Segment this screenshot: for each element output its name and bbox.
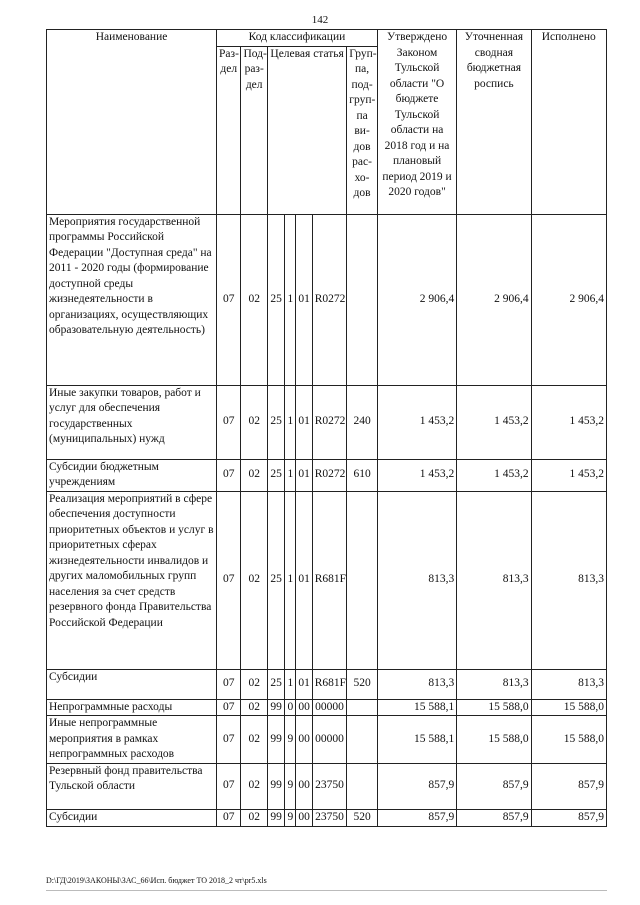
header-refined: Уточненная сводная бюджетная роспись <box>457 30 531 215</box>
cell-t3: 01 <box>296 214 312 385</box>
table-row <box>47 669 607 699</box>
header-code-group: Код классификации <box>217 30 378 47</box>
header-approved: Утверждено Законом Тульской области "О бюджете Тульской области на 2018 год и на плановый период 2019 и 2020 годов" <box>377 30 456 215</box>
table-row <box>47 491 607 669</box>
header-executed: Исполнено <box>531 30 606 215</box>
header-target: Целевая статья <box>267 46 346 214</box>
page-number: 142 <box>311 14 329 26</box>
cell-approved: 857,9 <box>377 763 456 809</box>
header-podrazdel: Под-раз-дел <box>241 46 267 214</box>
cell-name: Субсидии <box>47 669 217 699</box>
cell-t3: 00 <box>296 809 312 826</box>
cell-approved: 15 588,1 <box>377 699 456 716</box>
cell-t1: 25 <box>267 669 284 699</box>
cell-podrazdel: 02 <box>241 491 267 669</box>
cell-podrazdel: 02 <box>241 809 267 826</box>
cell-name: Иные закупки товаров, работ и услуг для обеспечения государственных (муниципальных) нужд <box>47 385 217 459</box>
cell-refined: 813,3 <box>457 491 531 669</box>
cell-executed: 2 906,4 <box>531 214 606 385</box>
cell-t2: 1 <box>285 385 296 459</box>
cell-executed: 813,3 <box>531 669 606 699</box>
table-row <box>47 459 607 491</box>
cell-t1: 99 <box>267 763 284 809</box>
file-path: D:\ГД\2019\ЗАКОНЫ\ЗАС_66\Исп. бюджет ТО 2018_2 чт\pr5.xls <box>46 876 267 885</box>
cell-razdel: 07 <box>217 763 241 809</box>
cell-t3: 00 <box>296 699 312 716</box>
cell-razdel: 07 <box>217 716 241 764</box>
cell-approved: 813,3 <box>377 491 456 669</box>
cell-group <box>347 716 378 764</box>
table-row <box>47 699 607 716</box>
cell-t4: 23750 <box>312 809 347 826</box>
cell-razdel: 07 <box>217 669 241 699</box>
cell-t4: R681F <box>312 491 347 669</box>
cell-razdel: 07 <box>217 699 241 716</box>
cell-name: Мероприятия государственной программы Российской Федерации "Доступная среда" на 2011 - 2020 годы (формирование доступной среды жизнедеятельности в организациях, осуществляющих образовательную деятельность) <box>47 214 217 385</box>
table-row <box>47 214 607 385</box>
cell-t1: 25 <box>267 491 284 669</box>
cell-approved: 2 906,4 <box>377 214 456 385</box>
cell-group <box>347 763 378 809</box>
cell-t2: 1 <box>285 491 296 669</box>
cell-executed: 15 588,0 <box>531 716 606 764</box>
cell-group: 240 <box>347 385 378 459</box>
cell-approved: 813,3 <box>377 669 456 699</box>
cell-group <box>347 699 378 716</box>
header-group: Груп-па, под-груп-па ви-дов рас-хо-дов <box>347 46 378 214</box>
cell-podrazdel: 02 <box>241 459 267 491</box>
cell-group: 610 <box>347 459 378 491</box>
cell-name: Иные непрограммные мероприятия в рамках непрограммных расходов <box>47 716 217 764</box>
cell-executed: 15 588,0 <box>531 699 606 716</box>
cell-t1: 25 <box>267 385 284 459</box>
table-row <box>47 385 607 459</box>
cell-name: Непрограммные расходы <box>47 699 217 716</box>
cell-name: Субсидии бюджетным учреждениям <box>47 459 217 491</box>
cell-razdel: 07 <box>217 385 241 459</box>
cell-approved: 1 453,2 <box>377 459 456 491</box>
cell-t2: 9 <box>285 763 296 809</box>
cell-approved: 857,9 <box>377 809 456 826</box>
cell-name: Субсидии <box>47 809 217 826</box>
cell-refined: 15 588,0 <box>457 716 531 764</box>
cell-executed: 1 453,2 <box>531 385 606 459</box>
cell-refined: 2 906,4 <box>457 214 531 385</box>
cell-podrazdel: 02 <box>241 669 267 699</box>
cell-refined: 857,9 <box>457 763 531 809</box>
cell-refined: 813,3 <box>457 669 531 699</box>
cell-podrazdel: 02 <box>241 716 267 764</box>
budget-table <box>46 29 607 827</box>
cell-refined: 15 588,0 <box>457 699 531 716</box>
cell-podrazdel: 02 <box>241 214 267 385</box>
cell-razdel: 07 <box>217 214 241 385</box>
cell-t2: 9 <box>285 716 296 764</box>
cell-t3: 01 <box>296 669 312 699</box>
cell-t3: 00 <box>296 763 312 809</box>
cell-razdel: 07 <box>217 491 241 669</box>
cell-podrazdel: 02 <box>241 699 267 716</box>
cell-t2: 1 <box>285 459 296 491</box>
cell-t4: R0272 <box>312 214 347 385</box>
cell-executed: 813,3 <box>531 491 606 669</box>
cell-podrazdel: 02 <box>241 385 267 459</box>
cell-group: 520 <box>347 669 378 699</box>
cell-razdel: 07 <box>217 459 241 491</box>
cell-t1: 99 <box>267 716 284 764</box>
cell-t4: 00000 <box>312 699 347 716</box>
bottom-rule <box>46 890 607 891</box>
cell-t1: 25 <box>267 459 284 491</box>
header-razdel: Раз-дел <box>217 46 241 214</box>
cell-podrazdel: 02 <box>241 763 267 809</box>
cell-executed: 1 453,2 <box>531 459 606 491</box>
cell-group <box>347 214 378 385</box>
cell-t4: 23750 <box>312 763 347 809</box>
cell-t1: 99 <box>267 809 284 826</box>
cell-t3: 00 <box>296 716 312 764</box>
cell-t2: 9 <box>285 809 296 826</box>
table-row <box>47 716 607 764</box>
cell-t1: 25 <box>267 214 284 385</box>
cell-refined: 1 453,2 <box>457 459 531 491</box>
cell-t2: 0 <box>285 699 296 716</box>
cell-name: Реализация мероприятий в сфере обеспечения доступности приоритетных объектов и услуг в приоритетных сферах жизнедеятельности инвалидов и других маломобильных групп населения за счет средств резервного фонда Правительства Российской Федерации <box>47 491 217 669</box>
cell-name: Резервный фонд правительства Тульской области <box>47 763 217 809</box>
cell-t4: R0272 <box>312 459 347 491</box>
cell-group: 520 <box>347 809 378 826</box>
table-row <box>47 809 607 826</box>
cell-refined: 1 453,2 <box>457 385 531 459</box>
cell-t3: 01 <box>296 491 312 669</box>
cell-executed: 857,9 <box>531 809 606 826</box>
table-row <box>47 763 607 809</box>
cell-t1: 99 <box>267 699 284 716</box>
cell-refined: 857,9 <box>457 809 531 826</box>
cell-razdel: 07 <box>217 809 241 826</box>
cell-t2: 1 <box>285 669 296 699</box>
cell-executed: 857,9 <box>531 763 606 809</box>
cell-t4: 00000 <box>312 716 347 764</box>
cell-t3: 01 <box>296 385 312 459</box>
cell-t2: 1 <box>285 214 296 385</box>
cell-group <box>347 491 378 669</box>
cell-t4: R0272 <box>312 385 347 459</box>
cell-approved: 15 588,1 <box>377 716 456 764</box>
header-name: Наименование <box>47 30 217 215</box>
cell-t3: 01 <box>296 459 312 491</box>
cell-t4: R681F <box>312 669 347 699</box>
cell-approved: 1 453,2 <box>377 385 456 459</box>
